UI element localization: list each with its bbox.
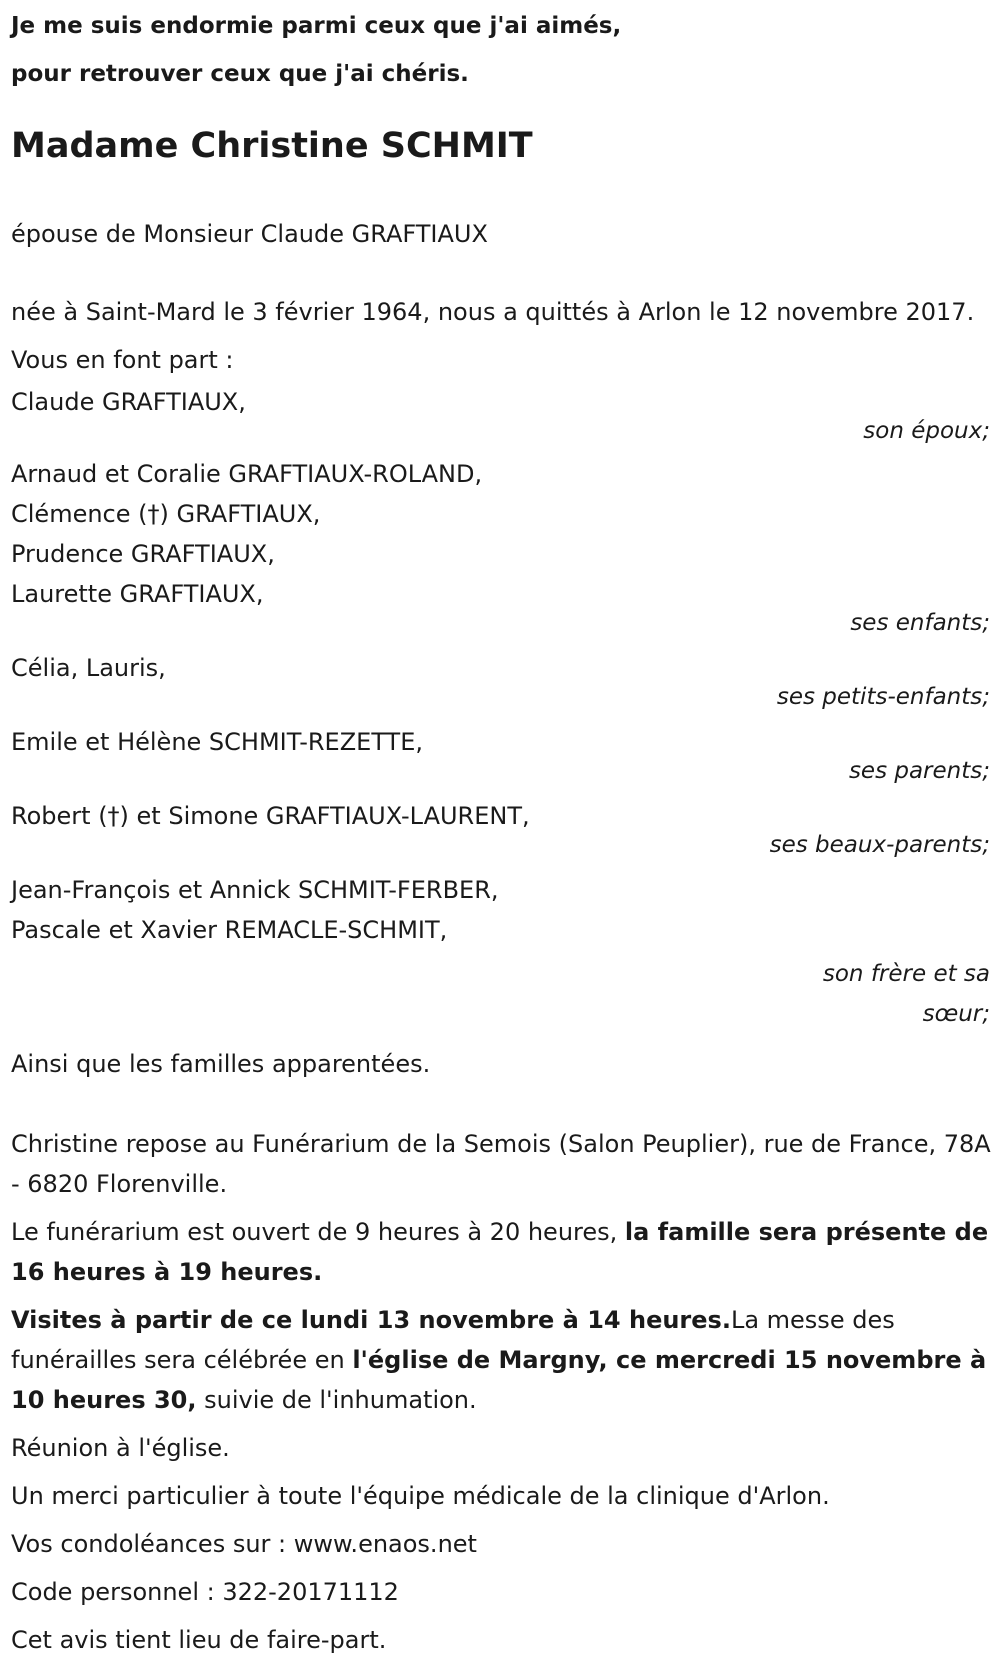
hours-text: Le funérarium est ouvert de 9 heures à 20 heures,	[11, 1218, 625, 1246]
obituary-notice	[11, 0, 993, 1660]
quote-line-1: Je me suis endormie parmi ceux que j'ai aimés,	[11, 13, 622, 39]
family-role: ses petits-enfants;	[776, 684, 990, 710]
spouse-line: épouse de Monsieur Claude GRAFTIAUX	[11, 220, 488, 248]
quote	[11, 2, 993, 98]
family-name: Pascale et Xavier REMACLE-SCHMIT,	[11, 916, 448, 944]
thanks-line: Un merci particulier à toute l'équipe médicale de la clinique d'Arlon.	[11, 1482, 830, 1510]
family-name: Célia, Lauris,	[11, 654, 166, 682]
family-name: Prudence GRAFTIAUX,	[11, 540, 275, 568]
deceased-name: Madame Christine SCHMIT	[11, 126, 533, 166]
family-group-children	[11, 454, 993, 636]
hours-family-presence: la famille sera présente de 16 heures à 19 heures.	[11, 1218, 989, 1286]
family-name: Claude GRAFTIAUX,	[11, 388, 246, 416]
family-name: Jean-François et Annick SCHMIT-FERBER,	[11, 876, 499, 904]
burial-text: suivie de l'inhumation.	[196, 1386, 477, 1414]
notice-line: Cet avis tient lieu de faire-part.	[11, 1626, 387, 1654]
family-role: son frère et sa sœur;	[822, 961, 990, 1027]
announce-line: Vous en font part :	[11, 346, 234, 374]
visits-paragraph	[11, 1300, 993, 1420]
family-role: ses parents;	[848, 758, 990, 784]
hours-paragraph	[11, 1212, 993, 1292]
families-line: Ainsi que les familles apparentées.	[11, 1050, 431, 1078]
mass-location-time: l'église de Margny, ce mercredi 15 novembre à 10 heures 30,	[11, 1346, 987, 1414]
family-name: Laurette GRAFTIAUX,	[11, 580, 264, 608]
family-name: Clémence (†) GRAFTIAUX,	[11, 500, 321, 528]
family-group-grandchildren	[11, 648, 993, 710]
family-name: Arnaud et Coralie GRAFTIAUX-ROLAND,	[11, 460, 483, 488]
family-role: ses beaux-parents;	[769, 832, 990, 858]
quote-line-2: pour retrouver ceux que j'ai chéris.	[11, 61, 469, 87]
condolences-line: Vos condoléances sur : www.enaos.net	[11, 1530, 477, 1558]
mass-text: La messe des funérailles sera célébrée en	[11, 1306, 895, 1374]
reunion-line: Réunion à l'église.	[11, 1434, 230, 1462]
repose-paragraph: Christine repose au Funérarium de la Semois (Salon Peuplier), rue de France, 78A - 6820 Florenville.	[11, 1130, 991, 1198]
family-group-spouse	[11, 382, 993, 444]
family-role: son époux;	[863, 418, 990, 444]
family-name: Emile et Hélène SCHMIT-REZETTE,	[11, 728, 424, 756]
family-group-siblings	[11, 870, 993, 1034]
family-name: Robert (†) et Simone GRAFTIAUX-LAURENT,	[11, 802, 530, 830]
personal-code-line: Code personnel : 322-20171112	[11, 1578, 399, 1606]
family-group-parents-in-law	[11, 796, 993, 858]
visits-start: Visites à partir de ce lundi 13 novembre à 14 heures.	[11, 1306, 731, 1334]
family-group-parents	[11, 722, 993, 784]
family-role: ses enfants;	[850, 610, 990, 636]
birth-death-line: née à Saint-Mard le 3 février 1964, nous a quittés à Arlon le 12 novembre 2017.	[11, 298, 975, 326]
